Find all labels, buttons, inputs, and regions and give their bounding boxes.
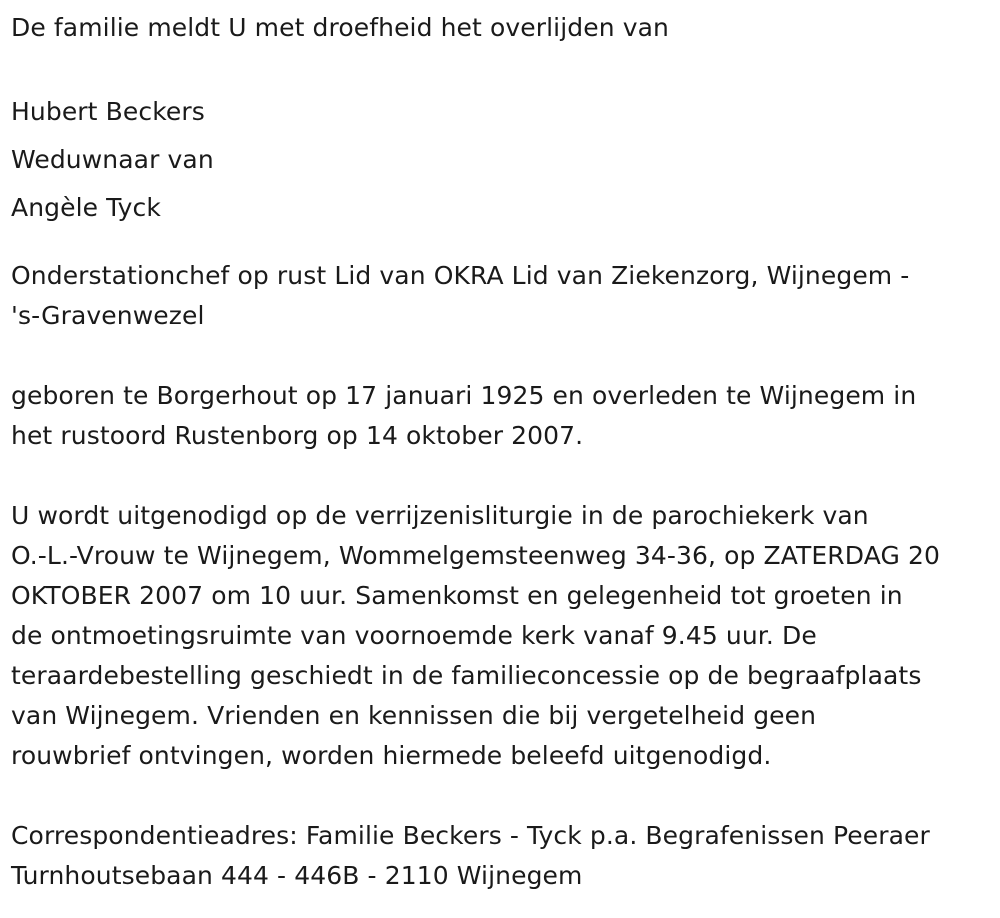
birth-death-line: geboren te Borgerhout op 17 januari 1925 en overleden te Wijnegem in: [11, 381, 917, 410]
spouse-name: Angèle Tyck: [11, 193, 161, 222]
ceremony-paragraph: [11, 496, 1000, 776]
ceremony-line: U wordt uitgenodigd op de verrijzenisliturgie in de parochiekerk van: [11, 501, 869, 530]
correspondence-line: Turnhoutsebaan 444 - 446B - 2110 Wijnegem: [11, 861, 583, 890]
spacer: [11, 336, 1000, 376]
ceremony-line: OKTOBER 2007 om 10 uur. Samenkomst en gelegenheid tot groeten in: [11, 581, 903, 610]
birth-death-line: het rustoord Rustenborg op 14 oktober 2007.: [11, 421, 584, 450]
spacer: [11, 232, 1000, 244]
ceremony-line: van Wijnegem. Vrienden en kennissen die bij vergetelheid geen: [11, 701, 817, 730]
ceremony-line: rouwbrief ontvingen, worden hiermede beleefd uitgenodigd.: [11, 741, 772, 770]
birth-death-paragraph: [11, 376, 1000, 456]
occupation-paragraph: [11, 256, 1000, 336]
occupation-line: Onderstationchef op rust Lid van OKRA Lid van Ziekenzorg, Wijnegem -: [11, 261, 910, 290]
correspondence-paragraph: [11, 816, 1000, 896]
ceremony-line: teraardebestelling geschiedt in de familieconcessie op de begraafplaats: [11, 661, 922, 690]
deceased-name: Hubert Beckers: [11, 97, 205, 126]
intro-text: De familie meldt U met droefheid het overlijden van: [11, 13, 669, 42]
spacer: [11, 48, 1000, 88]
spacer: [11, 456, 1000, 496]
ceremony-line: de ontmoetingsruimte van voornoemde kerk vanaf 9.45 uur. De: [11, 621, 817, 650]
occupation-line: 's-Gravenwezel: [11, 301, 205, 330]
spacer: [11, 776, 1000, 816]
correspondence-line: Correspondentieadres: Familie Beckers - Tyck p.a. Begrafenissen Peeraer: [11, 821, 930, 850]
ceremony-line: O.-L.-Vrouw te Wijnegem, Wommelgemsteenweg 34-36, op ZATERDAG 20: [11, 541, 940, 570]
spacer: [11, 244, 1000, 256]
relation-text: Weduwnaar van: [11, 145, 214, 174]
